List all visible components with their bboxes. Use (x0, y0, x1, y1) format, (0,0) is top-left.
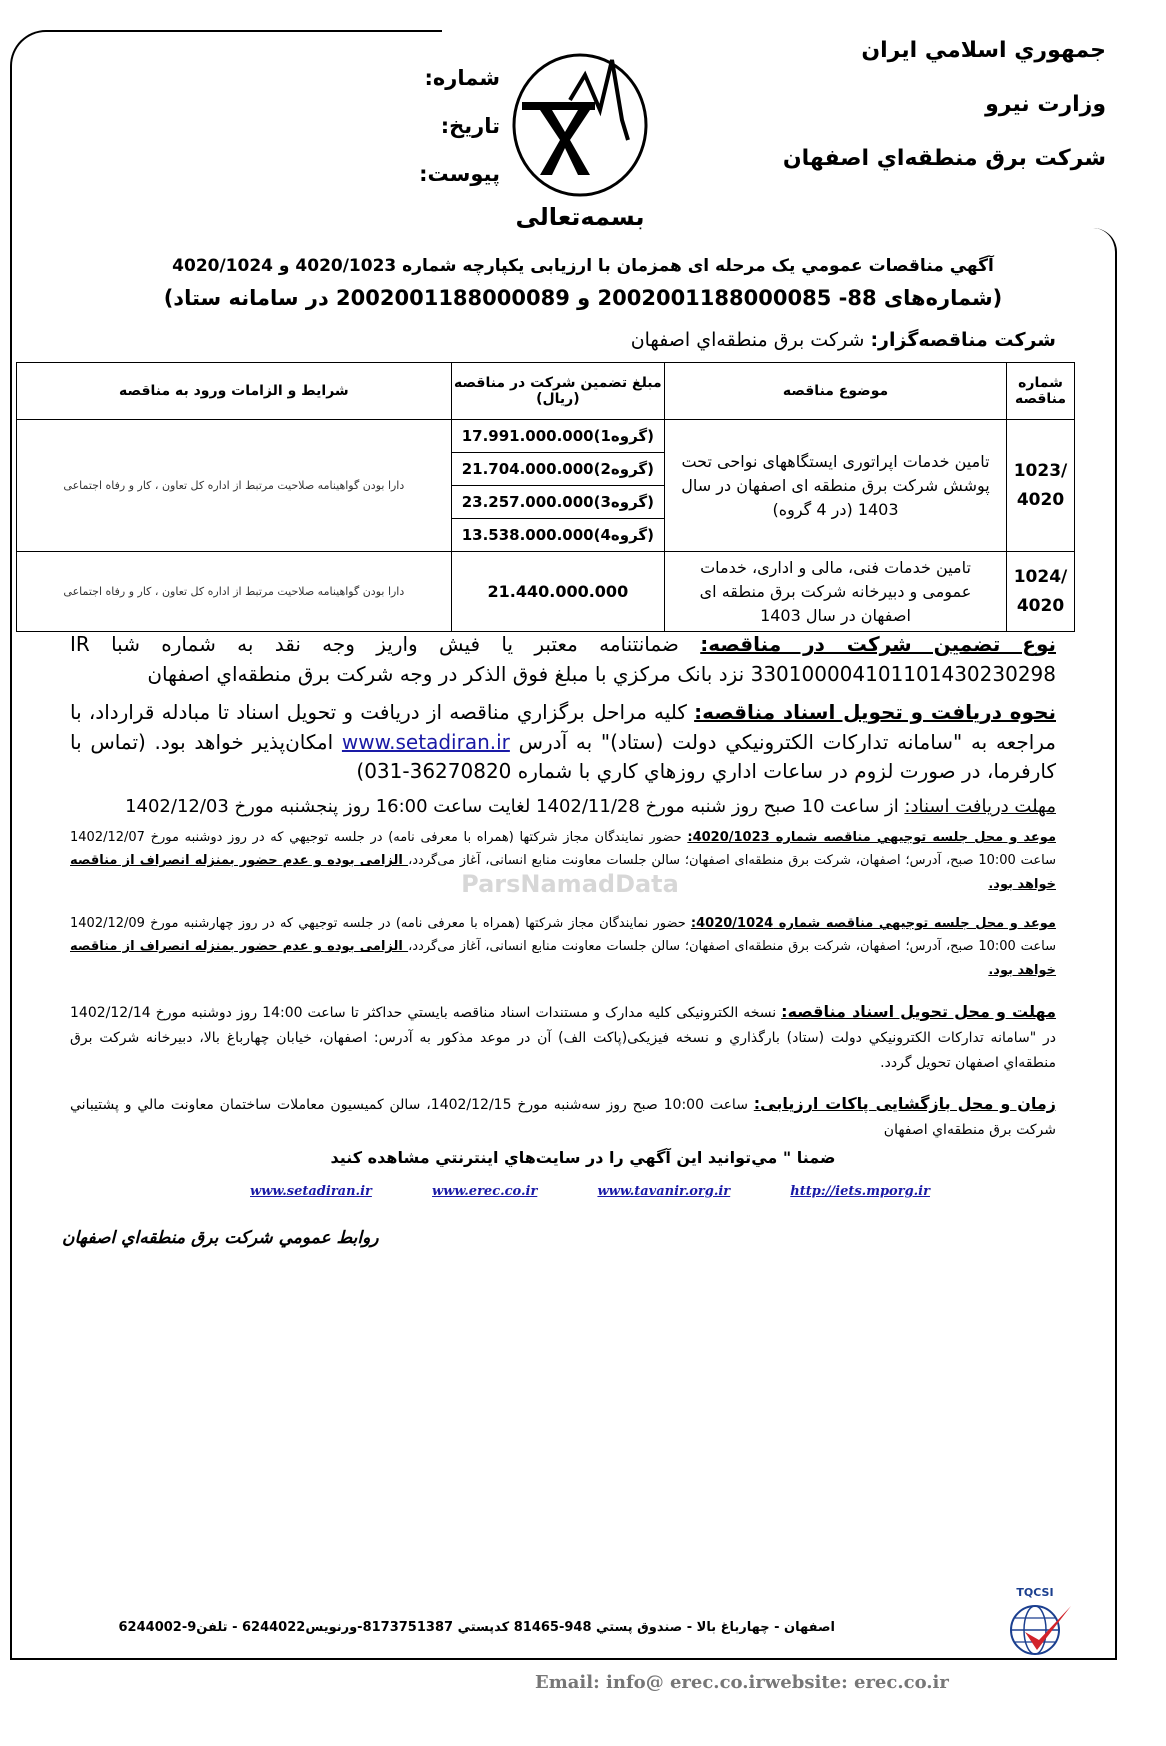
page-frame-left (10, 260, 12, 1658)
group-row (452, 420, 664, 453)
announcement-subtitle: (شماره‌های 88- 2002001188000085 و 2002001188000089 در سامانه ستاد) (163, 286, 1003, 310)
briefing-1-mandatory: الزامی بوده و عدم حضور بمنزله انصراف از مناقصه خواهد بود. (70, 853, 1056, 892)
receipt-label: نحوه دریافت و تحویل اسناد مناقصه: (694, 700, 1056, 724)
group-label: (گروه2) (593, 460, 654, 478)
company-logo (500, 40, 660, 240)
group-row (452, 453, 664, 486)
guarantee-label: نوع تضمین شرکت در مناقصه: (700, 632, 1056, 656)
group-label: (گروه3) (593, 493, 654, 511)
deadline-label: مهلت دریافت اسناد: (904, 796, 1056, 817)
organizer-label: شرکت مناقصه‌گزار: (870, 329, 1056, 351)
group-amount: 21.704.000.000 (461, 460, 594, 478)
briefing-2-label: موعد و محل جلسه توجیهي مناقصه شماره 4020/1024: (690, 916, 1056, 931)
submission-text: نسخه الکترونیکی کلیه مدارک و مستندات اسناد مناقصه بایستي حداکثر تا ساعت 14:00 روز دوشنبه مورخ 1402/12/14 در "سامانه تدارکات الکترونیکي دولت (ستاد) بارگذاري و نسخه فیزیکی(پاکت الف) آن در موعد مذکور به آدرس: اصفهان، خیابان چهارباغ بالا، دبیرخانه شرکت برق منطقه‌اي اصفهان تحویل گردد. (70, 1005, 1056, 1071)
setadiran-link[interactable]: www.setadiran.ir (341, 729, 510, 754)
group-amount: 17.991.000.000 (461, 427, 594, 445)
header-line-republic: جمهوري اسلامي ايران (861, 38, 1106, 63)
website-list (250, 1184, 930, 1199)
tender-conditions: دارا بودن گواهینامه صلاحیت مرتبط از اداره کل تعاون ، کار و رفاه اجتماعی (17, 552, 452, 632)
header-conditions: شرایط و الزامات ورود به مناقصه (17, 363, 452, 420)
footer-address: اصفهان - چهارباغ بالا - صندوق پستي 948-81465 كدپستي 8173751387-ورنويس6244022 - تلفن9-6244002 (118, 1620, 835, 1635)
opening-label: زمان و محل بازگشایی پاکات ارزیابی: (753, 1094, 1057, 1113)
deadline-paragraph (70, 796, 1056, 817)
organizer-value: شرکت برق منطقه‌اي اصفهان (630, 329, 865, 351)
announcement-title: آگهي مناقصات عمومي یک مرحله ای همزمان با ارزیابی یکپارچه شماره 4020/1023 و 4020/1024 (172, 256, 994, 276)
tender-conditions: دارا بودن گواهینامه صلاحیت مرتبط از اداره کل تعاون ، کار و رفاه اجتماعی (17, 420, 452, 552)
receipt-text-2: امکان‌پذیر خواهد بود. (تماس با کارفرما، در صورت لزوم در ساعات اداري روزهاي کاري با شماره 36270820-031) (70, 729, 1056, 784)
opening-text: ساعت 10:00 صبح روز سه‌شنبه مورخ 1402/12/15، سالن کمیسیون معاملات ساختمان معاونت مالي و پشتيباني شركت برق منطقه‌اي اصفهان (70, 1097, 1056, 1138)
tqcsi-text: TQCSI (1016, 1586, 1054, 1599)
organizer-line (631, 329, 1056, 351)
header-line-company: شركت برق منطقه‌اي اصفهان (782, 146, 1106, 171)
field-date: تاريخ: (440, 114, 500, 138)
site-link-iets[interactable]: http://iets.mporg.ir (790, 1184, 930, 1199)
closing-note: ضمنا " مي‌توانيد اين آگهي را در سايت‌هاي اينترنتي مشاهده كنيد (330, 1148, 836, 1167)
footer-email: Email: info@ erec.co.irwebsite: erec.co.ir (535, 1672, 949, 1693)
tender-guarantee-amount: 21.440.000.000 (451, 552, 664, 632)
tender-topic: تامین خدمات فنی، مالی و اداری، خدمات عمومی و دبیرخانه شرکت برق منطقه ای اصفهان در سال 1403 (665, 552, 1007, 632)
table-header-row (17, 363, 1075, 420)
briefing-2-paragraph (70, 912, 1056, 982)
briefing-2-mandatory: الزامی بوده و عدم حضور بمنزله انصراف از مناقصه خواهد بود. (70, 939, 1056, 978)
site-link-erec[interactable]: www.erec.co.ir (432, 1184, 538, 1199)
briefing-2-text: حضور نمایندگان مجاز شرکتها (همراه با معرفی نامه) در جلسه توجیهي که در روز چهارشنبه مورخ 1402/12/09 ساعت 10:00 صبح، آدرس؛ اصفهان، شرکت برق منطقه‌ای اصفهان؛ سالن جلسات معاونت منابع انسانی، آغاز می‌گردد، (70, 916, 1056, 955)
header-reference-fields (350, 66, 500, 210)
header-guarantee: مبلغ تضمین شرکت در مناقصه (ریال) (451, 363, 664, 420)
group-label: (گروه4) (593, 526, 654, 544)
site-link-setadiran[interactable]: www.setadiran.ir (250, 1184, 372, 1199)
briefing-1-label: موعد و محل جلسه توجیهي مناقصه شماره 4020/1023: (687, 830, 1056, 845)
header-line-ministry: وزارت نيرو (985, 92, 1106, 117)
watermark: ParsNamadData (461, 870, 679, 898)
briefing-1-text: حضور نمایندگان مجاز شرکتها (همراه با معرفی نامه) در جلسه توجیهي که در روز دوشنبه مورخ 1402/12/07 ساعت 10:00 صبح، آدرس؛ اصفهان، شرکت برق منطقه‌ای اصفهان؛ سالن جلسات معاونت منابع انسانی، آغاز می‌گردد، (70, 830, 1056, 869)
tqcsi-certification-logo (1005, 1584, 1075, 1664)
briefing-1-paragraph (70, 826, 1056, 896)
table-row (17, 552, 1075, 632)
tenders-table (16, 362, 1075, 632)
submission-label: مهلت و محل تحویل اسناد مناقصه: (781, 1002, 1056, 1021)
guarantee-paragraph (70, 630, 1056, 689)
group-row (452, 486, 664, 519)
receipt-paragraph (70, 698, 1056, 787)
site-link-tavanir[interactable]: www.tavanir.org.ir (597, 1184, 731, 1199)
tender-number: /1023 4020 (1007, 420, 1075, 552)
opening-paragraph (70, 1090, 1056, 1143)
public-relations-signature: روابط عمومي شركت برق منطقه‌اي اصفهان (62, 1228, 379, 1248)
tender-guarantee-groups (451, 420, 664, 552)
field-attachment: پيوست: (419, 162, 500, 186)
header-number: شماره مناقصه (1007, 363, 1075, 420)
submission-paragraph (70, 998, 1056, 1075)
group-amount: 13.538.000.000 (461, 526, 594, 544)
tender-topic: تامین خدمات اپراتوری ایستگاههای نواحی تحت پوشش شرکت برق منطقه ای اصفهان در سال 1403 (در 4 گروه) (665, 420, 1007, 552)
field-number: شماره: (424, 66, 500, 90)
group-label: (گروه1) (593, 427, 654, 445)
deadline-text: از ساعت 10 صبح روز شنبه مورخ 1402/11/28 لغایت ساعت 16:00 روز پنجشنبه مورخ 1402/12/03 (125, 796, 905, 817)
header-organization (726, 40, 1106, 202)
group-row (452, 519, 664, 551)
power-logo-icon (500, 40, 660, 240)
guarantee-text: ضمانتنامه معتبر يا فيش واريز وجه نقد به شماره شبا IR 330100004101101430230298 نزد بانک مرکزي با مبلغ فوق الذکر در وجه شرکت برق منطقه‌اي اصفهان (70, 632, 1056, 686)
group-amount: 23.257.000.000 (461, 493, 594, 511)
certification-globe-icon (1005, 1584, 1075, 1664)
header-topic: موضوع مناقصه (665, 363, 1007, 420)
receipt-text-1: کلیه مراحل برگزاري مناقصه از دریافت و تحویل اسناد تا مبادله قرارداد، با مراجعه به "سامانه تدارکات الکترونیکي دولت (ستاد)" به آدرس (70, 700, 1057, 754)
tender-number: /1024 4020 (1007, 552, 1075, 632)
logo-caption: بسمه‌تعالی (515, 203, 645, 231)
table-row (17, 420, 1075, 552)
